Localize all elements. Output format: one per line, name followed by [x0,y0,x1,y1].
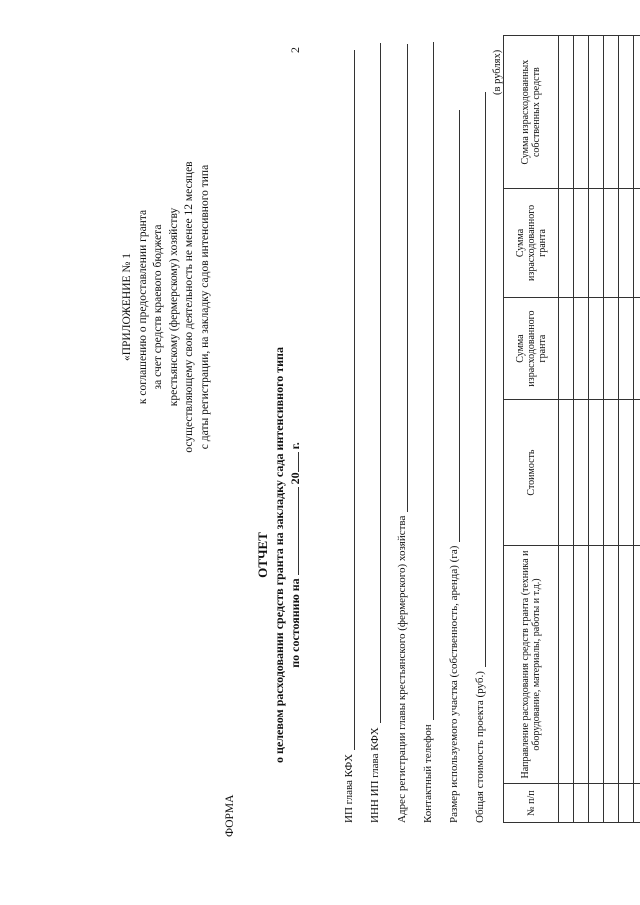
report-title: ОТЧЕТ [255,532,270,578]
field-total-cost [474,92,486,823]
field-label: Общая стоимость проекта (руб.) [474,671,486,823]
form-label: ФОРМА [224,794,236,837]
field-blank[interactable] [474,92,486,667]
table-cell[interactable] [634,784,640,823]
table-cell[interactable] [589,36,604,189]
table-cell[interactable] [559,400,574,545]
field-label: ИНН ИП глава КФХ [369,727,381,823]
table-cell[interactable] [574,36,589,189]
field-inn [369,43,381,823]
table-cell[interactable] [619,545,634,784]
table-cell[interactable] [619,189,634,297]
table-cell[interactable] [574,297,589,400]
appendix-line: за счет средств краевого бюджета [152,224,164,390]
table-cell[interactable] [559,545,574,784]
field-blank[interactable] [369,43,381,723]
field-phone [422,42,434,823]
table-cell[interactable] [574,784,589,823]
table-cell[interactable] [589,545,604,784]
table-cell[interactable] [634,545,640,784]
date-blank [288,487,299,575]
table-cell[interactable] [574,189,589,297]
table-row [604,36,619,823]
field-label: ИП глава КФХ [343,753,355,823]
header-cell: № п/п [504,784,559,823]
table-cell[interactable] [559,784,574,823]
table-row [589,36,604,823]
date-prefix: по состоянию на [288,578,302,668]
table-cell[interactable] [589,784,604,823]
table-cell[interactable] [604,36,619,189]
appendix-line: «ПРИЛОЖЕНИЕ № 1 [121,253,133,362]
table-cell[interactable] [604,189,619,297]
table-cell[interactable] [589,189,604,297]
year-blank [288,452,299,472]
date-suffix: г. [288,442,302,450]
table-cell[interactable] [604,545,619,784]
appendix-line: с даты регистрации, на закладку садов интенсивного типа [198,164,211,450]
table-cell[interactable] [604,400,619,545]
report-title-block [255,265,303,845]
table-cell[interactable] [619,784,634,823]
header-cell: Направление расходования средств гранта (техника и оборудование, материалы, работы и т.д.) [504,545,559,784]
report-subtitle: о целевом расходовании средств гранта на закладку сада интенсивного типа [272,347,286,763]
page-number: 2 [288,47,302,53]
field-label: Размер используемого участка (собственность, аренда) (га) [448,545,460,823]
field-label: Контактный телефон [422,724,434,823]
field-label: Адрес регистрации главы крестьянского (фермерского) хозяйства [396,515,408,823]
table-cell[interactable] [559,189,574,297]
header-cell: Сумма израсходованного гранта [504,297,559,400]
table-cell[interactable] [574,545,589,784]
appendix-line: крестьянскому (фермерскому) хозяйству [167,207,180,407]
field-blank[interactable] [396,44,408,512]
field-blank[interactable] [343,50,355,750]
field-ip-head [343,50,355,823]
table-cell[interactable] [634,36,640,189]
units-note: (в рублях) [492,49,503,95]
date-year: 20 [288,472,302,485]
field-blank[interactable] [448,110,460,542]
table-cell[interactable] [589,400,604,545]
appendix-line: осуществляющему свою деятельность не менее 12 месяцев [183,161,195,453]
table-cell[interactable] [559,297,574,400]
field-blank[interactable] [422,42,434,720]
table-body [559,36,640,823]
appendix-line: к соглашению о предоставлении гранта [136,209,149,405]
table-header-row [504,36,559,823]
table-cell[interactable] [604,784,619,823]
table-cell[interactable] [619,36,634,189]
table-cell[interactable] [619,400,634,545]
table-cell[interactable] [559,36,574,189]
table-cell[interactable] [634,400,640,545]
field-area [448,110,460,823]
expense-table [503,35,640,823]
appendix-block [120,27,213,587]
table-cell[interactable] [634,189,640,297]
table-row [634,36,640,823]
header-cell: Стоимость [504,400,559,545]
table-row [559,36,574,823]
table-cell[interactable] [604,297,619,400]
table-cell[interactable] [619,297,634,400]
field-address [396,44,408,823]
table-cell[interactable] [634,297,640,400]
table-row [574,36,589,823]
table-cell[interactable] [574,400,589,545]
report-date-line [287,265,303,845]
header-cell: Сумма израсходованных собственных средств [504,36,559,189]
table-cell[interactable] [589,297,604,400]
table-row [619,36,634,823]
header-cell: Сумма израсходованного гранта [504,189,559,297]
